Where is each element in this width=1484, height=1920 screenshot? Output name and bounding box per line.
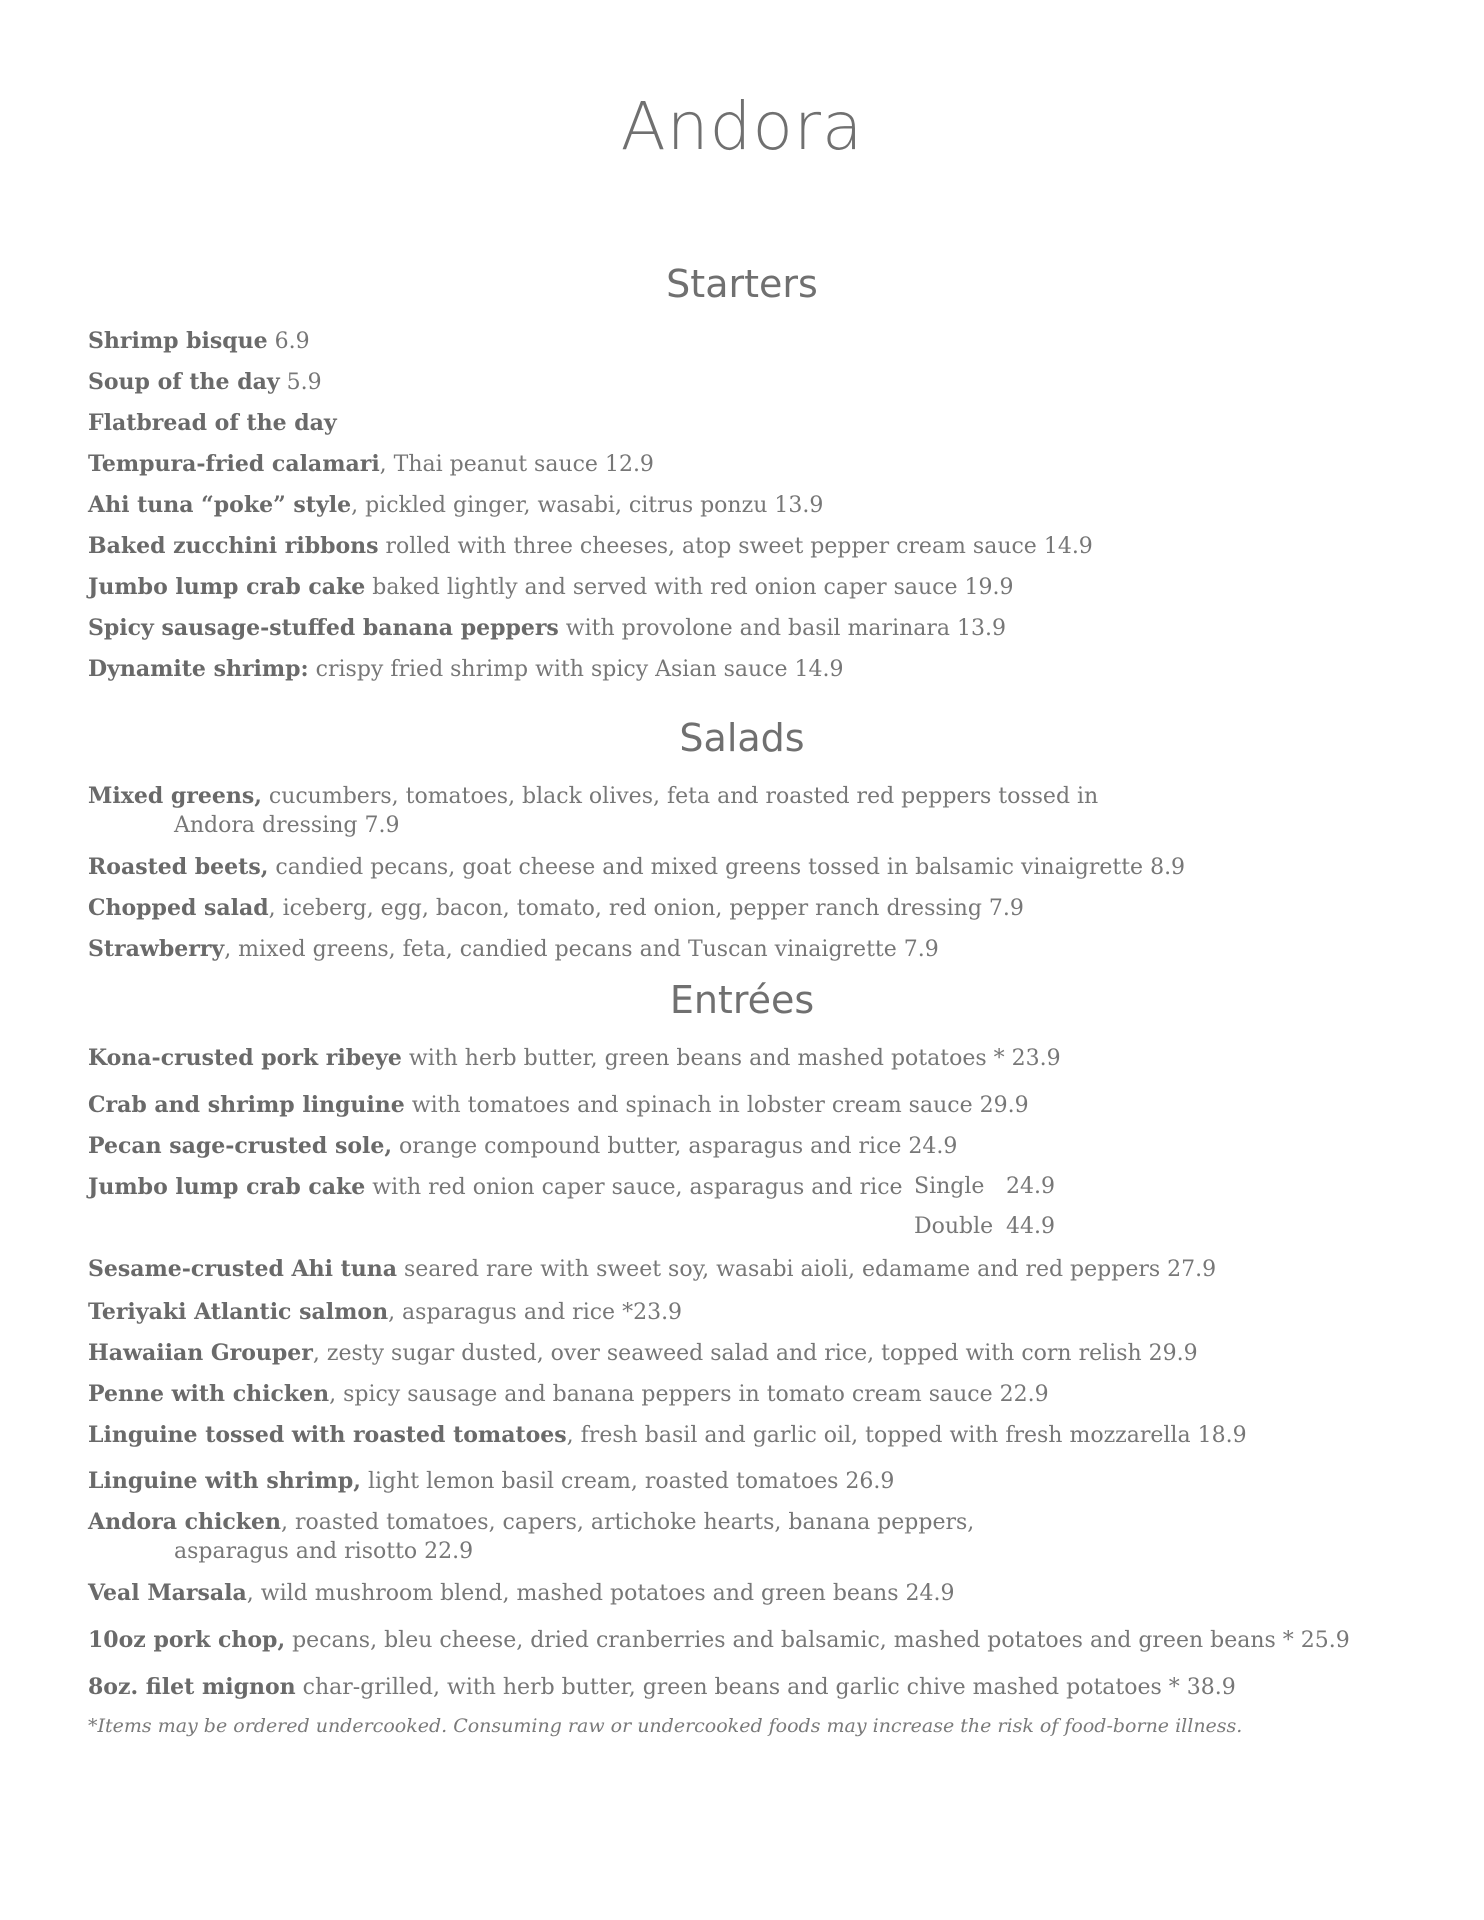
menu-item — [88, 893, 1024, 924]
item-name: Mixed greens, — [88, 783, 262, 809]
menu-item — [88, 654, 844, 685]
menu-item — [88, 852, 1185, 883]
variant-label: Double — [914, 1214, 994, 1239]
menu-item — [88, 367, 322, 398]
item-name: Veal Marsala — [88, 1580, 247, 1606]
item-name: Teriyaki Atlantic salmon — [88, 1299, 389, 1325]
item-desc: , iceberg, egg, bacon, tomato, red onion, pepper ranch dressing 7.9 — [268, 896, 1024, 921]
item-name: Jumbo lump crab cake — [88, 1174, 366, 1200]
menu-item — [88, 1172, 903, 1203]
item-desc: 5.9 — [279, 370, 322, 395]
menu-item — [88, 1043, 1061, 1074]
item-desc: , fresh basil and garlic oil, topped with fresh mozzarella 18.9 — [566, 1423, 1247, 1448]
menu-item — [88, 1466, 894, 1497]
menu-item — [88, 934, 939, 965]
item-desc: , mixed greens, feta, candied pecans and Tuscan vinaigrette 7.9 — [224, 937, 939, 962]
item-name: Flatbread of the day — [88, 410, 337, 436]
item-name: Linguine with shrimp, — [88, 1468, 361, 1494]
item-name: Kona-crusted pork ribeye — [88, 1045, 402, 1071]
menu-item — [88, 449, 654, 480]
item-desc: crispy fried shrimp with spicy Asian sauce 14.9 — [308, 657, 844, 682]
item-name: Shrimp bisque — [88, 328, 268, 354]
item-name: Hawaiian Grouper — [88, 1340, 313, 1366]
item-name: Chopped salad — [88, 895, 269, 921]
item-name: Sesame-crusted Ahi tuna — [88, 1256, 397, 1282]
item-desc: with red onion caper sauce, asparagus and rice — [365, 1175, 903, 1200]
menu-item — [88, 1420, 1247, 1451]
footnote: *Items may be ordered undercooked. Consuming raw or undercooked foods may increase the risk of food-borne illness. — [88, 1715, 1243, 1737]
item-desc: with herb butter, green beans and mashed potatoes * 23.9 — [401, 1046, 1061, 1071]
entrees-heading: Entrées — [669, 978, 815, 1022]
item-name: Dynamite shrimp: — [88, 656, 309, 682]
menu-item — [88, 1338, 1198, 1369]
menu-item — [88, 1625, 1350, 1656]
item-desc: char-grilled, with herb butter, green beans and garlic chive mashed potatoes * 38.9 — [295, 1675, 1236, 1700]
item-name: Jumbo lump crab cake — [88, 574, 366, 600]
item-name: 8oz. filet mignon — [88, 1674, 296, 1700]
item-desc: with provolone and basil marinara 13.9 — [558, 616, 1006, 641]
item-name: Roasted beets, — [88, 854, 269, 880]
menu-item — [88, 1507, 974, 1538]
item-desc: , Thai peanut sauce 12.9 — [379, 452, 654, 477]
item-name: Pecan sage-crusted sole, — [88, 1133, 393, 1159]
item-desc: rolled with three cheeses, atop sweet pepper cream sauce 14.9 — [378, 534, 1093, 559]
menu-item — [88, 531, 1093, 562]
menu-item — [88, 572, 1014, 603]
variant-price: 24.9 — [1006, 1174, 1055, 1199]
item-desc: , wild mushroom blend, mashed potatoes and green beans 24.9 — [246, 1581, 955, 1606]
menu-item — [88, 1578, 955, 1609]
item-desc: , asparagus and rice *23.9 — [388, 1300, 683, 1325]
item-name: Ahi tuna “poke” style — [88, 492, 352, 518]
item-desc: light lemon basil cream, roasted tomatoes 26.9 — [360, 1469, 895, 1494]
item-name: Spicy sausage-stuffed banana peppers — [88, 615, 559, 641]
menu-item — [88, 1297, 682, 1328]
menu-item — [88, 781, 1098, 812]
starters-heading: Starters — [666, 262, 818, 306]
item-desc: with tomatoes and spinach in lobster cream sauce 29.9 — [404, 1093, 1029, 1118]
item-desc: seared rare with sweet soy, wasabi aioli, edamame and red peppers 27.9 — [397, 1257, 1217, 1282]
item-desc: , pickled ginger, wasabi, citrus ponzu 13.9 — [351, 493, 824, 518]
item-name: Baked zucchini ribbons — [88, 533, 379, 559]
menu-item — [88, 490, 823, 521]
menu-item — [88, 1090, 1029, 1121]
menu-item — [88, 1379, 1049, 1410]
item-desc: 6.9 — [267, 329, 310, 354]
item-name: Crab and shrimp linguine — [88, 1092, 405, 1118]
item-name: Linguine tossed with roasted tomatoes — [88, 1422, 567, 1448]
item-name: Tempura-fried calamari — [88, 451, 380, 477]
menu-item — [88, 326, 310, 357]
item-desc: , zesty sugar dusted, over seaweed salad and rice, topped with corn relish 29.9 — [312, 1341, 1198, 1366]
item-desc: baked lightly and served with red onion caper sauce 19.9 — [365, 575, 1014, 600]
menu-item — [88, 613, 1006, 644]
item-name: Strawberry — [88, 936, 225, 962]
menu-item — [88, 1672, 1236, 1703]
menu-item — [88, 1131, 957, 1162]
item-desc-continued: Andora dressing 7.9 — [174, 813, 400, 838]
item-name: 10oz pork chop, — [88, 1627, 286, 1653]
restaurant-title: Andora — [620, 88, 864, 165]
item-desc: candied pecans, goat cheese and mixed greens tossed in balsamic vinaigrette 8.9 — [268, 855, 1186, 880]
item-desc: , roasted tomatoes, capers, artichoke hearts, banana peppers, — [281, 1510, 975, 1535]
variant-label: Single — [914, 1174, 985, 1199]
item-desc: orange compound butter, asparagus and rice 24.9 — [392, 1134, 958, 1159]
item-name: Penne with chicken — [88, 1381, 330, 1407]
menu-item — [88, 408, 337, 439]
menu-item — [88, 1254, 1216, 1285]
item-name: Andora chicken — [88, 1509, 282, 1535]
variant-price: 44.9 — [1006, 1214, 1055, 1239]
item-desc: , spicy sausage and banana peppers in tomato cream sauce 22.9 — [329, 1382, 1049, 1407]
item-name: Soup of the day — [88, 369, 280, 395]
item-desc: cucumbers, tomatoes, black olives, feta and roasted red peppers tossed in — [261, 784, 1099, 809]
salads-heading: Salads — [679, 716, 805, 760]
item-desc-continued: asparagus and risotto 22.9 — [174, 1539, 474, 1564]
item-desc: pecans, bleu cheese, dried cranberries and balsamic, mashed potatoes and green beans * 25.9 — [285, 1628, 1350, 1653]
